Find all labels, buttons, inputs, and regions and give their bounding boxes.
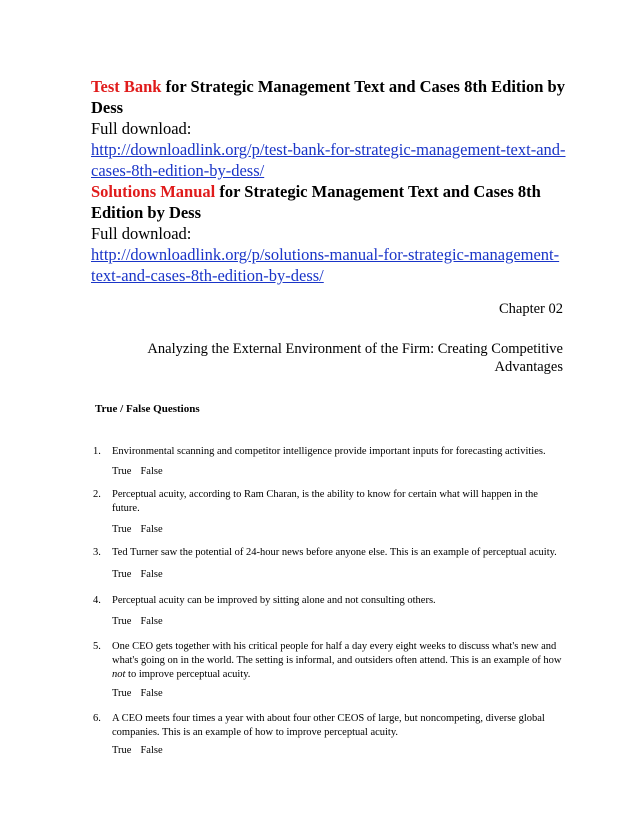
question-text: Perceptual acuity, according to Ram Charan, is the ability to know for certain what will happen in the future. <box>112 489 538 514</box>
true-option[interactable]: True <box>112 524 132 535</box>
answer-options-2 <box>112 524 163 535</box>
true-option[interactable]: True <box>112 466 132 477</box>
false-option[interactable]: False <box>140 524 163 535</box>
question-text: Perceptual acuity can be improved by sitting alone and not consulting others. <box>112 595 436 606</box>
section-title: True / False Questions <box>95 403 200 415</box>
question-number: 4. <box>93 595 101 606</box>
question-text: Environmental scanning and competitor intelligence provide important inputs for forecasting activities. <box>112 446 546 457</box>
emphasis-not: not <box>112 669 126 680</box>
full-download-label-2: Full download: <box>91 224 192 243</box>
solutions-manual-title: for Strategic Management Text and Cases 8th Edition by Dess <box>91 182 541 222</box>
question-number: 2. <box>93 489 101 500</box>
download-header <box>91 76 581 286</box>
question-number: 3. <box>93 547 101 558</box>
true-option[interactable]: True <box>112 616 132 627</box>
test-bank-link[interactable]: http://downloadlink.org/p/test-bank-for-strategic-management-text-and-cases-8th-edition-by-dess/ <box>91 140 566 180</box>
question-number: 5. <box>93 641 101 652</box>
answer-options-1 <box>112 466 163 477</box>
chapter-title: Analyzing the External Environment of the Firm: Creating Competitive Advantages <box>147 341 563 375</box>
answer-options-3 <box>112 569 163 580</box>
false-option[interactable]: False <box>140 569 163 580</box>
true-option[interactable]: True <box>112 745 132 756</box>
question-number: 1. <box>93 446 101 457</box>
test-bank-label: Test Bank <box>91 77 162 96</box>
question-text: Ted Turner saw the potential of 24-hour news before anyone else. This is an example of perceptual acuity. <box>112 547 557 558</box>
answer-options-6 <box>112 745 163 756</box>
false-option[interactable]: False <box>140 616 163 627</box>
test-bank-title: for Strategic Management Text and Cases 8th Edition by Dess <box>91 77 565 117</box>
true-option[interactable]: True <box>112 569 132 580</box>
answer-options-4 <box>112 616 163 627</box>
true-option[interactable]: True <box>112 688 132 699</box>
question-text: One CEO gets together with his critical people for half a day every eight weeks to discuss what's new and what's going on in the world. The setting is informal, and outsiders often attend. This is an example of how not to improve perceptual acuity. <box>112 641 562 680</box>
false-option[interactable]: False <box>140 688 163 699</box>
full-download-label-1: Full download: <box>91 119 192 138</box>
question-text: A CEO meets four times a year with about four other CEOS of large, but noncompeting, diverse global companies. This is an example of how to improve perceptual acuity. <box>112 713 545 738</box>
chapter-label: Chapter 02 <box>498 301 563 317</box>
solutions-manual-label: Solutions Manual <box>91 182 216 201</box>
answer-options-5 <box>112 688 163 699</box>
question-number: 6. <box>93 713 101 724</box>
false-option[interactable]: False <box>140 466 163 477</box>
false-option[interactable]: False <box>140 745 163 756</box>
solutions-manual-link[interactable]: http://downloadlink.org/p/solutions-manual-for-strategic-management-text-and-cases-8th-edition-by-dess/ <box>91 245 560 285</box>
